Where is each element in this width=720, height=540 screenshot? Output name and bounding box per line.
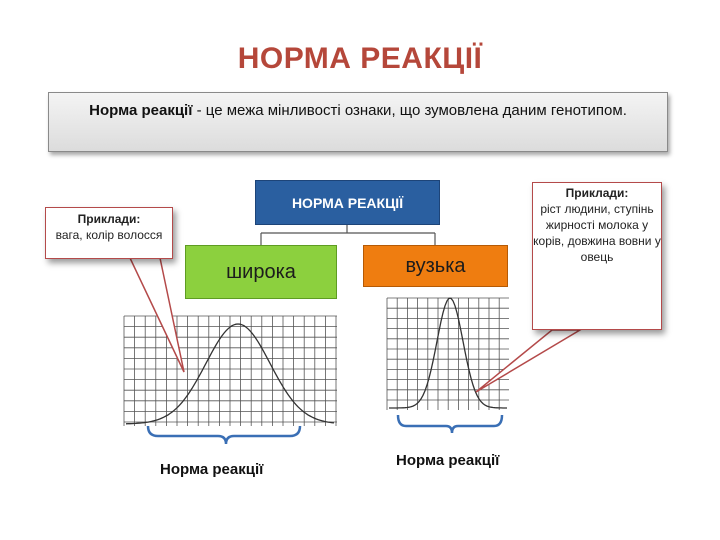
right-callout-pointer [476,330,580,392]
narrow-distribution-grid [387,298,509,410]
narrow-range-caption: Норма реакції [396,452,500,469]
right-callout-body: ріст людини, ступінь жирності молока у корів, довжина вовни у овець [533,202,661,264]
wide-range-bracket [148,426,300,444]
narrow-node: вузька [363,245,508,287]
left-callout-pointer [130,258,184,372]
left-callout-heading: Приклади: [77,212,141,226]
left-examples-callout [45,207,173,259]
root-node: НОРМА РЕАКЦІЇ [255,180,440,225]
right-examples-callout [532,182,662,330]
definition-text: - це межа мінливості ознаки, що зумовлена даним генотипом. [192,102,627,119]
tree-connectors [261,225,435,245]
narrow-range-bracket [398,415,502,433]
wide-distribution-grid [124,316,337,426]
wide-node: широка [185,245,337,299]
right-callout-heading: Приклади: [565,186,629,200]
definition-term: Норма реакції [89,102,193,119]
page-title: НОРМА РЕАКЦІЇ [237,42,483,75]
wide-range-caption: Норма реакції [160,461,264,478]
left-callout-body: вага, колір волосся [55,228,163,242]
